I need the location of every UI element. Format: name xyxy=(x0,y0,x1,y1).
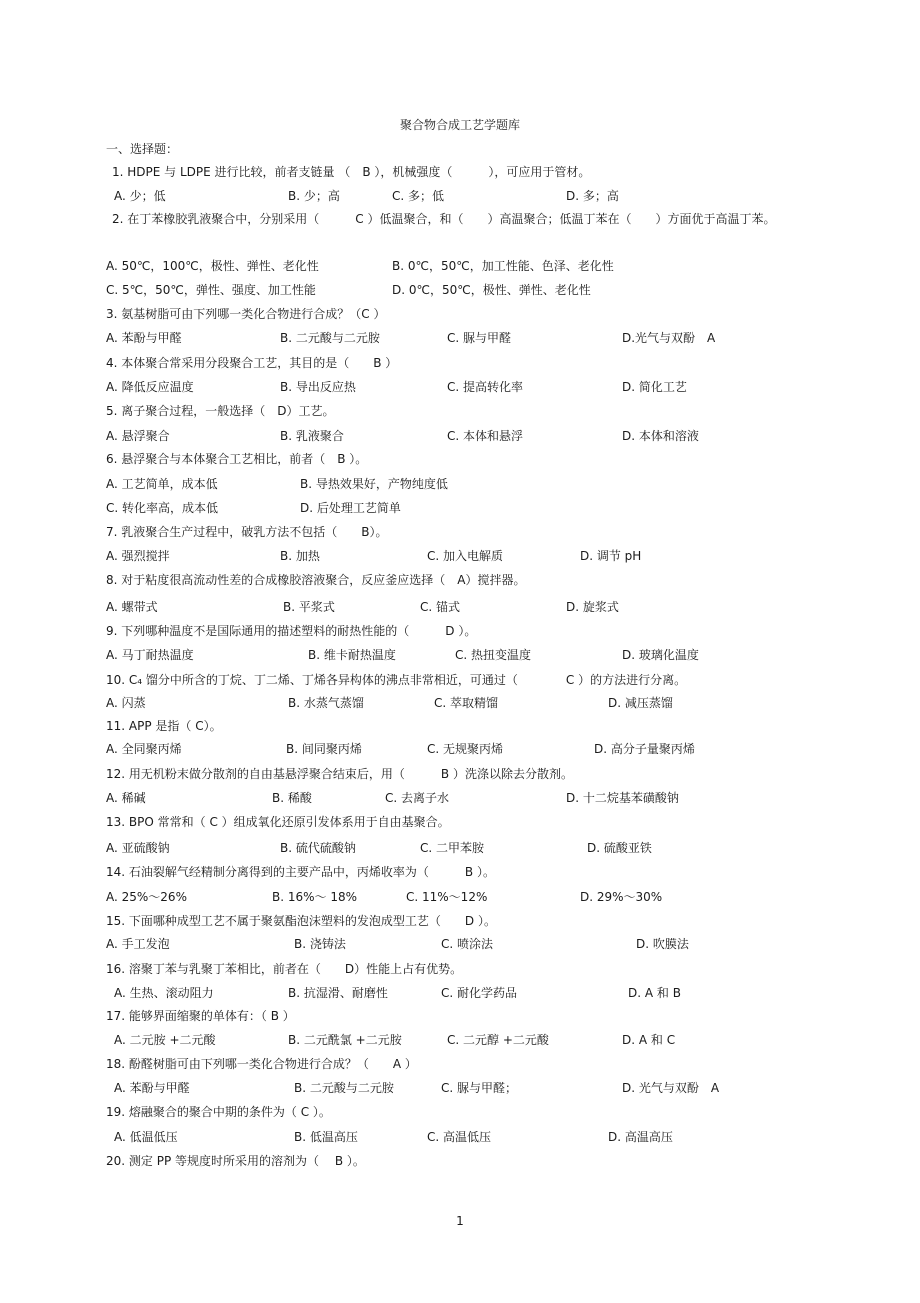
answer-option: A. 苯酚与甲醛 xyxy=(114,1081,190,1095)
answer-option: A. 低温低压 xyxy=(114,1130,178,1144)
answer-option: D. 本体和溶液 xyxy=(622,429,699,443)
answer-option: B. 0℃，50℃，加工性能、色泽、老化性 xyxy=(392,259,614,273)
question-text: 5. 离子聚合过程，一般选择（ D）工艺。 xyxy=(106,404,335,418)
answer-option: A. 稀碱 xyxy=(106,791,146,805)
answer-option: A. 苯酚与甲醛 xyxy=(106,331,182,345)
question-text: 10. C₄ 馏分中所含的丁烷、丁二烯、丁烯各异构体的沸点非常相近，可通过（ C ）的方法进行分离。 xyxy=(106,673,687,687)
answer-option: D. 后处理工艺简单 xyxy=(300,501,401,515)
answer-option: A. 螺带式 xyxy=(106,600,158,614)
answer-option: B. 16%～ 18% xyxy=(272,890,358,904)
answer-option: D. 吹膜法 xyxy=(636,937,689,951)
answer-option: C. 耐化学药品 xyxy=(441,986,518,1000)
question-text: 3. 氨基树脂可由下列哪一类化合物进行合成？（C ） xyxy=(106,307,386,321)
answer-option: C. 本体和悬浮 xyxy=(447,429,524,443)
answer-option: B. 二元酸与二元胺 xyxy=(280,331,380,345)
answer-option: B. 加热 xyxy=(280,549,320,563)
answer-option: B. 稀酸 xyxy=(272,791,312,805)
answer-option: A. 全同聚丙烯 xyxy=(106,742,182,756)
answer-option: B. 二元酸与二元胺 xyxy=(294,1081,394,1095)
answer-option: B. 维卡耐热温度 xyxy=(308,648,396,662)
answer-option: C. 提高转化率 xyxy=(447,380,524,394)
question-text: 12. 用无机粉末做分散剂的自由基悬浮聚合结束后，用（ B ）洗涤以除去分散剂。 xyxy=(106,767,573,781)
answer-option: D. 十二烷基苯磺酸钠 xyxy=(566,791,679,805)
answer-option: A. 生热、滚动阻力 xyxy=(114,986,214,1000)
question-text: 6. 悬浮聚合与本体聚合工艺相比，前者（ B ）。 xyxy=(106,452,368,466)
answer-option: B. 硫代硫酸钠 xyxy=(280,841,356,855)
answer-option: C. 11%～12% xyxy=(406,890,488,904)
answer-option: C. 5℃，50℃，弹性、强度、加工性能 xyxy=(106,283,316,297)
question-text: 15. 下面哪种成型工艺不属于聚氨酯泡沫塑料的发泡成型工艺（ D ）。 xyxy=(106,914,496,928)
question-text: 9. 下列哪种温度不是国际通用的描述塑料的耐热性能的（ D ）。 xyxy=(106,624,477,638)
answer-option: C. 高温低压 xyxy=(427,1130,492,1144)
question-text: 14. 石油裂解气经精制分离得到的主要产品中，丙烯收率为（ B ）。 xyxy=(106,865,495,879)
answer-option: A. 降低反应温度 xyxy=(106,380,194,394)
question-text: 7. 乳液聚合生产过程中，破乳方法不包括（ B）。 xyxy=(106,525,388,539)
question-text: 20. 测定 PP 等规度时所采用的溶剂为（ B ）。 xyxy=(106,1154,365,1168)
answer-option: D. 调节 pH xyxy=(580,549,642,563)
answer-option: A. 二元胺 +二元酸 xyxy=(114,1033,216,1047)
question-text: 19. 熔融聚合的聚合中期的条件为（ C ）。 xyxy=(106,1105,331,1119)
answer-option: D. A 和 B xyxy=(628,986,681,1000)
answer-option: C. 喷涂法 xyxy=(441,937,494,951)
answer-option: D. 旋浆式 xyxy=(566,600,619,614)
answer-option: D. 高温高压 xyxy=(608,1130,673,1144)
question-text: 13. BPO 常常和（ C ）组成氧化还原引发体系用于自由基聚合。 xyxy=(106,815,450,829)
answer-option: A. 50℃，100℃，极性、弹性、老化性 xyxy=(106,259,319,273)
answer-option: A. 悬浮聚合 xyxy=(106,429,170,443)
answer-option: A. 手工发泡 xyxy=(106,937,170,951)
question-text: 2. 在丁苯橡胶乳液聚合中，分别采用（ C ）低温聚合，和（ ）高温聚合；低温丁苯在（ ）方面优于高温丁苯。 xyxy=(112,212,776,226)
answer-option: B. 间同聚丙烯 xyxy=(286,742,362,756)
section-heading: 一、选择题： xyxy=(106,142,179,156)
answer-option: D. 29%～30% xyxy=(580,890,663,904)
answer-option: D.光气与双酚 A xyxy=(622,331,716,345)
question-text: 18. 酚醛树脂可由下列哪一类化合物进行合成？（ A ） xyxy=(106,1057,417,1071)
answer-option: B. 浇铸法 xyxy=(294,937,346,951)
answer-option: C. 脲与甲醛 xyxy=(447,331,512,345)
answer-option: D. 减压蒸馏 xyxy=(608,696,673,710)
question-text: 1. HDPE 与 LDPE 进行比较，前者支链量 （ B ），机械强度（ ），可应用于管材。 xyxy=(112,165,591,179)
answer-option: C. 转化率高，成本低 xyxy=(106,501,219,515)
answer-option: A. 少；低 xyxy=(114,189,166,203)
question-text: 8. 对于粘度很高流动性差的合成橡胶溶液聚合，反应釜应选择（ A）搅拌器。 xyxy=(106,573,526,587)
question-text: 4. 本体聚合常采用分段聚合工艺，其目的是（ B ） xyxy=(106,356,398,370)
answer-option: C. 锚式 xyxy=(420,600,461,614)
answer-option: D. 硫酸亚铁 xyxy=(587,841,652,855)
answer-option: B. 导出反应热 xyxy=(280,380,356,394)
answer-option: A. 强烈搅拌 xyxy=(106,549,170,563)
answer-option: A. 工艺简单，成本低 xyxy=(106,477,218,491)
answer-option: D. A 和 C xyxy=(622,1033,676,1047)
answer-option: D. 光气与双酚 A xyxy=(622,1081,720,1095)
question-text: 11. APP 是指（ C）。 xyxy=(106,719,222,733)
answer-option: B. 导热效果好，产物纯度低 xyxy=(300,477,448,491)
answer-option: A. 马丁耐热温度 xyxy=(106,648,194,662)
question-text: 17. 能够界面缩聚的单体有：（ B ） xyxy=(106,1009,295,1023)
answer-option: B. 低温高压 xyxy=(294,1130,358,1144)
answer-option: B. 少；高 xyxy=(288,189,340,203)
document-title: 聚合物合成工艺学题库 xyxy=(399,118,520,132)
answer-option: C. 加入电解质 xyxy=(427,549,504,563)
answer-option: B. 乳液聚合 xyxy=(280,429,344,443)
answer-option: A. 亚硫酸钠 xyxy=(106,841,170,855)
answer-option: C. 脲与甲醛； xyxy=(441,1081,518,1095)
answer-option: B. 二元酰氯 +二元胺 xyxy=(288,1033,402,1047)
answer-option: D. 多；高 xyxy=(566,189,619,203)
answer-option: D. 玻璃化温度 xyxy=(622,648,699,662)
answer-option: C. 萃取精馏 xyxy=(434,696,499,710)
answer-option: C. 热扭变温度 xyxy=(455,648,532,662)
answer-option: C. 多；低 xyxy=(392,189,445,203)
answer-option: D. 0℃，50℃，极性、弹性、老化性 xyxy=(392,283,591,297)
answer-option: C. 无规聚丙烯 xyxy=(427,742,504,756)
answer-option: C. 二元醇 +二元酸 xyxy=(447,1033,549,1047)
answer-option: B. 水蒸气蒸馏 xyxy=(288,696,364,710)
question-text: 16. 溶聚丁苯与乳聚丁苯相比，前者在（ D）性能上占有优势。 xyxy=(106,962,463,976)
page-number: 1 xyxy=(456,1214,464,1228)
answer-option: C. 二甲苯胺 xyxy=(420,841,485,855)
answer-option: D. 高分子量聚丙烯 xyxy=(594,742,695,756)
answer-option: A. 25%～26% xyxy=(106,890,187,904)
answer-option: A. 闪蒸 xyxy=(106,696,146,710)
answer-option: B. 抗湿滑、耐磨性 xyxy=(288,986,388,1000)
answer-option: C. 去离子水 xyxy=(385,791,450,805)
answer-option: B. 平浆式 xyxy=(283,600,335,614)
answer-option: D. 简化工艺 xyxy=(622,380,687,394)
